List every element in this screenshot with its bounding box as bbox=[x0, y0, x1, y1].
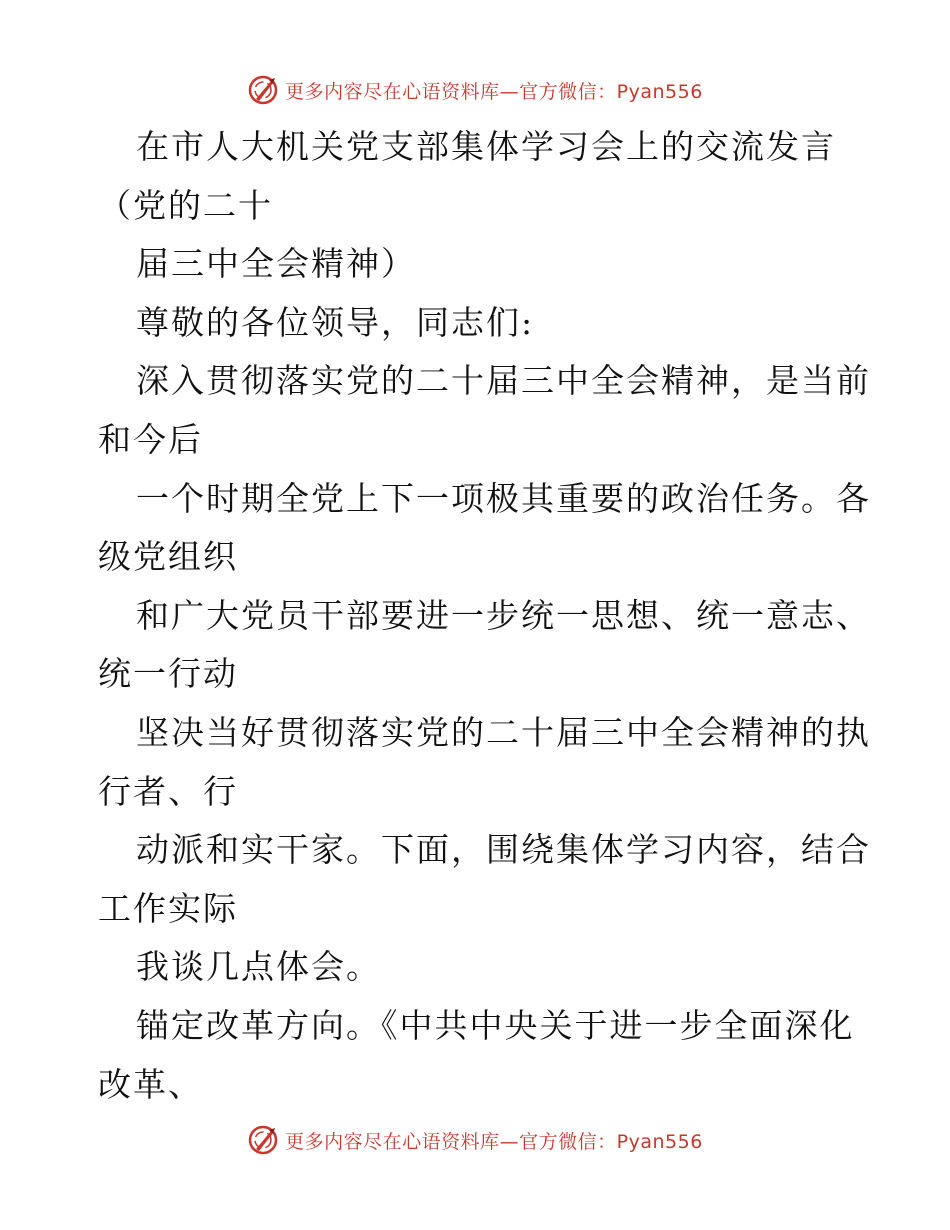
header-banner bbox=[0, 72, 950, 108]
body-line: 我谈几点体会。 bbox=[136, 947, 381, 987]
body-line: 级党组织 bbox=[98, 537, 238, 577]
body-line: 动派和实干家。下面，围绕集体学习内容，结合 bbox=[136, 830, 871, 870]
body-line: 尊敬的各位领导，同志们: bbox=[136, 302, 535, 342]
header-banner-text: 更多内容尽在心语资料库—官方微信：Pyan556 bbox=[285, 80, 703, 103]
body-line: 和广大党员干部要进一步统一思想、统一意志、 bbox=[136, 595, 871, 635]
body-line: （党的二十 bbox=[98, 185, 273, 225]
quill-circle-logo-icon bbox=[247, 1124, 279, 1156]
footer-banner-text: 更多内容尽在心语资料库—官方微信：Pyan556 bbox=[285, 1130, 703, 1153]
body-line: 深入贯彻落实党的二十届三中全会精神，是当前 bbox=[136, 361, 871, 401]
quill-circle-logo-icon bbox=[247, 74, 279, 106]
body-line: 工作实际 bbox=[98, 888, 238, 928]
body-line: 改革、 bbox=[98, 1064, 203, 1104]
body-line: 统一行动 bbox=[98, 654, 238, 694]
body-line: 行者、行 bbox=[98, 771, 238, 811]
body-line: 坚决当好贯彻落实党的二十届三中全会精神的执 bbox=[136, 712, 871, 752]
body-line: 届三中全会精神） bbox=[136, 244, 416, 284]
body-line: 和今后 bbox=[98, 419, 203, 459]
body-line: 锚定改革方向。《中共中央关于进一步全面深化 bbox=[136, 1005, 855, 1045]
document-body bbox=[98, 118, 871, 1114]
footer-banner bbox=[0, 1122, 950, 1158]
body-line: 在市人大机关党支部集体学习会上的交流发言 bbox=[136, 127, 836, 166]
body-line: 一个时期全党上下一项极其重要的政治任务。各 bbox=[136, 478, 871, 518]
